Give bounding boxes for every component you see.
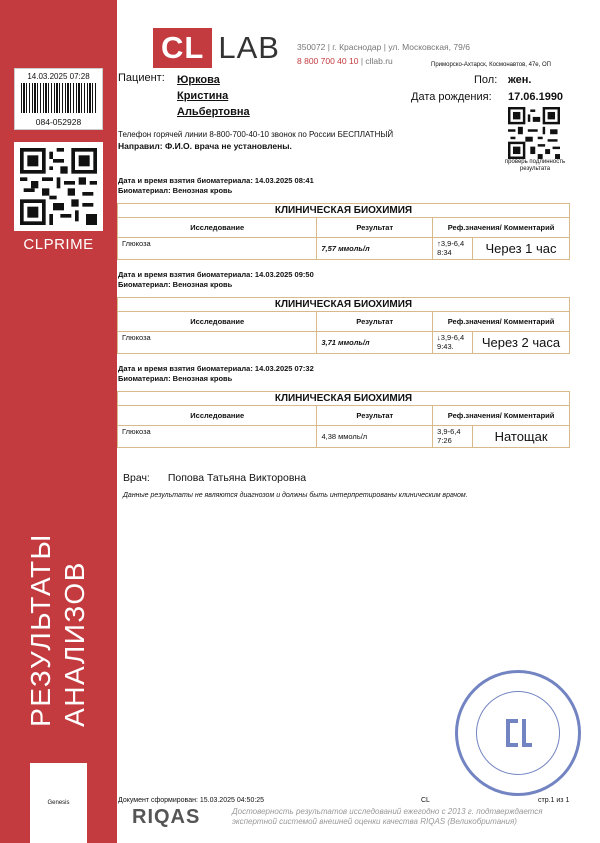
sex-value: жен.	[508, 74, 532, 86]
test-ref	[433, 332, 473, 354]
sample-time: 9:43.	[437, 342, 454, 351]
label-date: 14.03.2025 07:28	[27, 72, 90, 81]
barcode-icon	[21, 83, 98, 113]
ref-range: 3,9-6,4	[440, 333, 465, 342]
test-value: 7,57 ммоль/л	[317, 238, 433, 260]
vertical-title-line2: АНАЛИЗОВ	[59, 561, 90, 727]
dob-value: 17.06.1990	[508, 91, 564, 103]
patient-middle-name: Альбертовна	[177, 106, 250, 118]
sample-material: Биоматериал: Венозная кровь	[118, 280, 233, 289]
genesis-label: Genesis	[30, 763, 87, 843]
test-name: Глюкоза	[118, 426, 317, 448]
qr-caption: проверь подлинность результата	[504, 159, 566, 172]
col-ref: Реф.значения/ Комментарий	[433, 312, 570, 332]
verification-qr-icon[interactable]	[508, 107, 560, 159]
footer-generated: Документ сформирован: 15.03.2025 04:50:25	[118, 797, 265, 804]
test-value: 4,38 ммоль/л	[317, 426, 433, 448]
lab-branch: Приморско-Ахтарск, Космонавтов, 47е, ОП	[431, 62, 551, 68]
lab-contacts	[297, 56, 393, 66]
doctor-name: Попова Татьяна Викторовна	[167, 472, 307, 484]
section-title: КЛИНИЧЕСКАЯ БИОХИМИЯ	[118, 204, 570, 218]
riqas-statement: Достоверность результатов исследований ежегодно с 2013 г. подтверждается экспертной системой внешней оценки качества RIQAS (Великобритания)	[232, 807, 543, 826]
disclaimer: Данные результаты не являются диагнозом и должны быть интерпретированы клиническим врачом.	[123, 492, 468, 499]
patient-name	[177, 72, 250, 120]
arrow-up-icon: ↑	[437, 239, 441, 248]
label-code: 084-052928	[35, 117, 82, 127]
col-ref: Реф.значения/ Комментарий	[433, 218, 570, 238]
sidebar	[0, 0, 117, 843]
lab-phone: 8 800 700 40 10	[297, 56, 359, 66]
sample-datetime: Дата и время взятия биоматериала: 14.03.2025 09:50	[118, 270, 314, 279]
test-comment: Через 1 час	[473, 238, 570, 260]
col-study: Исследование	[118, 406, 317, 426]
sample-time: 8:34	[437, 248, 452, 257]
test-name: Глюкоза	[118, 238, 317, 260]
patient-first-name: Кристина	[177, 90, 229, 102]
col-result: Результат	[317, 312, 433, 332]
lab-stamp-icon	[455, 670, 581, 796]
footer-cl: CL	[421, 797, 430, 804]
test-ref	[433, 238, 473, 260]
doctor-line	[123, 472, 306, 484]
clprime-label: CLPRIME	[23, 236, 94, 253]
test-ref	[433, 426, 473, 448]
test-name: Глюкоза	[118, 332, 317, 354]
sample-material: Биоматериал: Венозная кровь	[118, 374, 233, 383]
lab-address: 350072 | г. Краснодар | ул. Московская, 79/6	[297, 42, 470, 52]
ref-range: 3,9-6,4	[437, 427, 461, 436]
sample-meta	[118, 270, 314, 290]
col-ref: Реф.значения/ Комментарий	[433, 406, 570, 426]
arrow-down-icon: ↓	[437, 333, 441, 342]
section-title: КЛИНИЧЕСКАЯ БИОХИМИЯ	[118, 392, 570, 406]
section-title: КЛИНИЧЕСКАЯ БИОХИМИЯ	[118, 298, 570, 312]
page-number: стр.1 из 1	[538, 797, 570, 804]
vertical-title-line1: РЕЗУЛЬТАТЫ	[25, 533, 56, 727]
patient-last-name: Юркова	[177, 74, 220, 86]
col-study: Исследование	[118, 218, 317, 238]
riqas-logo: RIQAS	[132, 806, 201, 828]
sample-datetime: Дата и время взятия биоматериала: 14.03.2025 08:41	[118, 176, 314, 185]
logo-lab: LAB	[218, 30, 280, 65]
results-table	[117, 391, 570, 448]
ref-range: 3,9-6,4	[440, 239, 465, 248]
specimen-label	[14, 68, 103, 130]
referral: Направил: Ф.И.О. врача не установлены.	[118, 141, 292, 151]
doctor-label: Врач:	[123, 472, 150, 484]
table-row	[118, 332, 570, 354]
qr-code-icon	[14, 142, 103, 231]
test-value: 3,71 ммоль/л	[317, 332, 433, 354]
sample-meta	[118, 364, 314, 384]
lab-site: | cllab.ru	[358, 56, 393, 66]
results-table	[117, 203, 570, 260]
results-vertical-title	[24, 533, 92, 727]
sex-label: Пол:	[474, 74, 498, 86]
dob-label: Дата рождения:	[411, 91, 492, 103]
hotline: Телефон горячей линии 8-800-700-40-10 звонок по России БЕСПЛАТНЫЙ	[118, 130, 394, 139]
cllab-logo	[153, 28, 280, 68]
col-study: Исследование	[118, 312, 317, 332]
stamp-logo-icon	[476, 691, 560, 775]
sample-time: 7:26	[437, 436, 452, 445]
table-row	[118, 426, 570, 448]
sample-meta	[118, 176, 314, 196]
logo-cl: CL	[153, 28, 212, 68]
patient-label: Пациент:	[118, 72, 165, 84]
results-table	[117, 297, 570, 354]
col-result: Результат	[317, 218, 433, 238]
col-result: Результат	[317, 406, 433, 426]
test-comment: Через 2 часа	[473, 332, 570, 354]
sample-datetime: Дата и время взятия биоматериала: 14.03.2025 07:32	[118, 364, 314, 373]
test-comment: Натощак	[473, 426, 570, 448]
sample-material: Биоматериал: Венозная кровь	[118, 186, 233, 195]
table-row	[118, 238, 570, 260]
